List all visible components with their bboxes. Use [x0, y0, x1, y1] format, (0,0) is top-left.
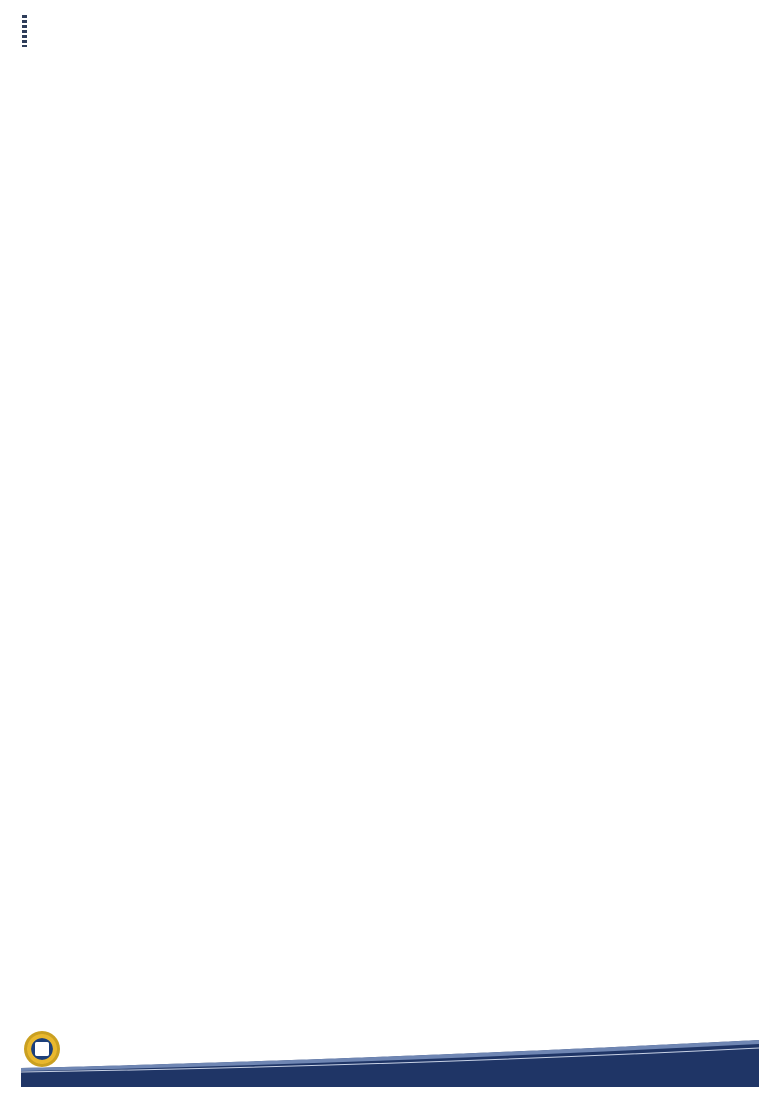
institution-seal-icon: [24, 1031, 60, 1067]
page-footer: [0, 1030, 759, 1101]
header-decoration: [634, 10, 759, 50]
footer-wave-band: [21, 1030, 759, 1087]
header-accent-bar: [22, 15, 27, 47]
page-header: [0, 0, 759, 60]
